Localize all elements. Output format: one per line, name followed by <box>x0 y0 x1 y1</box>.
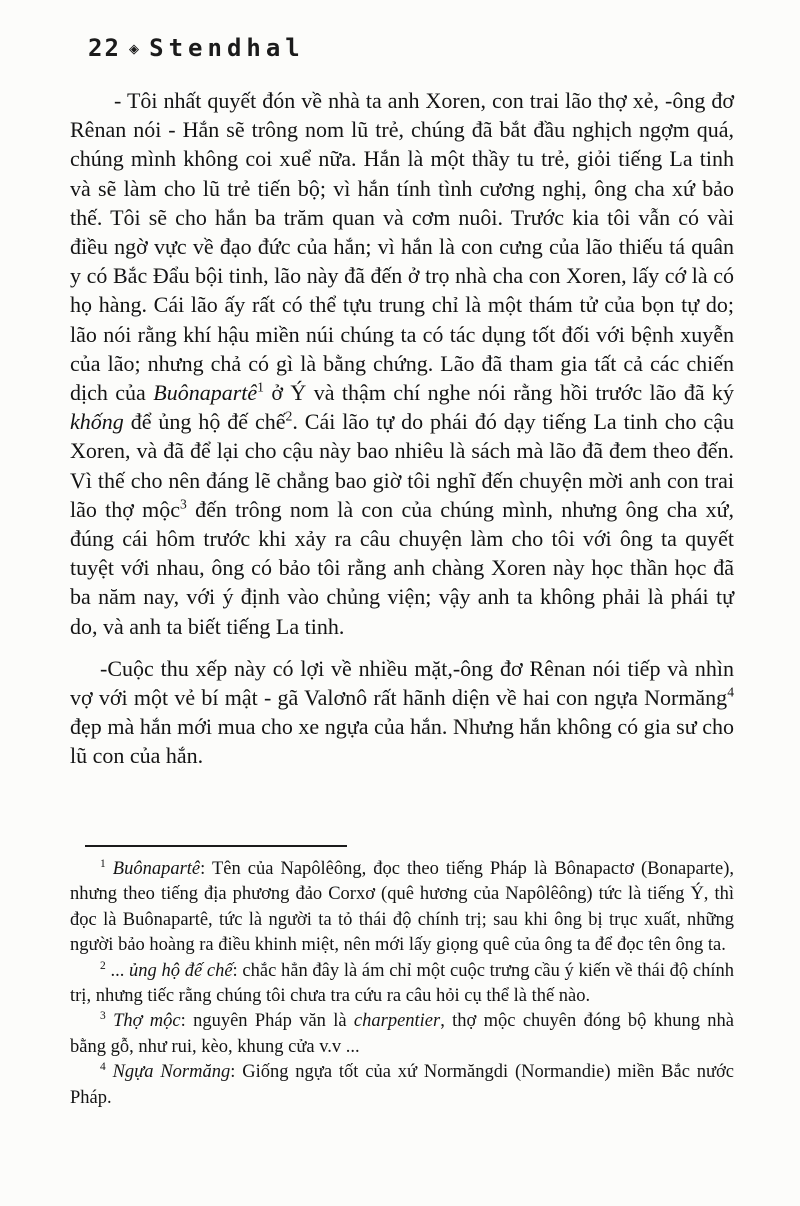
footnote <box>70 1060 734 1111</box>
footnote <box>70 959 734 1010</box>
body-text <box>70 86 734 771</box>
text-run <box>106 1062 113 1082</box>
page-header <box>88 34 305 62</box>
text-run: -Cuộc thu xếp này có lợi về nhiều mặt,-ông đơ Rênan nói tiếp và nhìn vợ với một vẻ bí mật - gã Valơnô rất hãnh diện về hai con ngựa Normăng <box>70 655 734 711</box>
footnotes <box>70 857 734 1111</box>
text-run: ủng hộ đế chế <box>129 960 233 981</box>
text-run: Buônapartê <box>153 380 258 406</box>
body-paragraph <box>70 86 734 641</box>
text-run: Thợ mộc <box>113 1011 181 1032</box>
text-run: khống <box>70 409 124 435</box>
diamond-ornament-icon: ◈ <box>128 39 140 59</box>
footnote-reference: 4 <box>100 1061 106 1074</box>
footnote-reference: 3 <box>180 496 187 512</box>
text-run: , thợ mộc chuyên đóng bộ khung nhà bằng gỗ, như rui, kèo, khung cửa v.v ... <box>70 1011 735 1057</box>
body-paragraph <box>70 654 734 771</box>
text-run: - Tôi nhất quyết đón về nhà ta anh Xoren, con trai lão thợ xẻ, -ông đơ Rênan nói - Hắn sẽ trông nom lũ trẻ, chúng đã bắt đầu nghịch ngợm quá, chúng mình không coi xuể nữa. Hắn là một thầy tu trẻ, giỏi tiếng La tinh và sẽ làm cho lũ trẻ tiến bộ; vì hắn tính tình cương nghị, ông cha xứ bảo thế. Tôi sẽ cho hắn ba trăm quan và cơm nuôi. Trước kia tôi vẫn có vài điều ngờ vực về đạo đức của hắn; vì hắn là con cưng của lão thiếu tá quân y có Bắc Đẩu bội tinh, lão này đã đến ở trọ nhà cha con Xoren, lấy cớ là có họ hàng. Cái lão ấy rất có thể tựu trung chỉ là một thám tử của bọn tự do; lão nói rằng khí hậu miền núi chúng ta có tác dụng tốt đối với bệnh xuyễn của lão; nhưng chả có gì là bằng chứng. Lão đã tham gia tất cả các chiến dịch của <box>70 88 734 406</box>
footnote-separator <box>85 845 347 847</box>
text-run: : Tên của Napôlêông, đọc theo tiếng Pháp là Bônapactơ (Bonaparte), nhưng theo tiếng địa phương đảo Corxơ (quê hương của Napôlêông) tức là tiếng Ý, thì đọc là Buônapartê, tức là người ta tỏ thái độ chính trị; sau khi ông bị trục xuất, những người bảo hoàng ra điều khinh miệt, nên mới lấy giọng quê của ông ta để đọc tên ông ta. <box>70 859 734 956</box>
text-run: : nguyên Pháp văn là <box>180 1011 354 1032</box>
text-run: đến trông nom là con của chúng mình, nhưng ông cha xứ, đúng cái hôm trước khi xảy ra câu chuyện làm cho tôi với ông ta quyết tuyệt với nhau, ông có bảo tôi rằng anh chàng Xoren này học thần học đã ba năm nay, với ý định vào chủng viện; vậy anh ta không phải là phái tự do, và anh ta biết tiếng La tinh. <box>70 496 734 639</box>
footnote <box>70 857 734 959</box>
text-run: ở Ý và thậm chí nghe nói rằng hồi trước lão đã ký <box>263 380 735 406</box>
page-number: 22 <box>88 34 121 62</box>
footnote-reference: 2 <box>100 959 106 972</box>
text-run: : chắc hẳn đây là ám chỉ một cuộc trưng cầu ý kiến về thái độ chính trị, nhưng tiếc rằng chúng tôi chưa tra cứu ra câu hỏi cụ thể là thế nào. <box>70 960 734 1007</box>
text-run: . Cái lão tự do phái đó dạy tiếng La tinh cho cậu Xoren, và đã để lại cho cậu này bao nhiêu là sách mà lão đã đem theo đến. Vì thế cho nên đáng lẽ chẳng bao giờ tôi nghĩ đến chuyện mời anh con trai lão thợ mộc <box>70 409 734 522</box>
text-run: đẹp mà hắn mới mua cho xe ngựa của hắn. Nhưng hắn không có gia sư cho lũ con của hắn. <box>70 714 734 769</box>
text-run <box>106 1011 113 1031</box>
text-run: charpentier <box>353 1011 441 1032</box>
footnote-reference: 4 <box>727 684 734 700</box>
footnote-reference: 1 <box>257 379 264 395</box>
footnote-reference: 2 <box>285 408 293 424</box>
text-run: ... <box>105 960 130 981</box>
text-run: : Giống ngựa tốt của xứ Normăngdi (Normandie) miền Bắc nước Pháp. <box>70 1062 735 1108</box>
footnote-reference: 3 <box>100 1010 106 1023</box>
running-title: Stendhal <box>149 34 305 62</box>
footnote-reference: 1 <box>100 857 106 870</box>
text-run <box>106 859 113 879</box>
text-run: để ủng hộ đế chế <box>123 409 286 435</box>
text-run: Ngựa Normăng <box>112 1062 231 1083</box>
text-run: Buônapartê <box>112 859 201 879</box>
footnote <box>70 1009 734 1060</box>
